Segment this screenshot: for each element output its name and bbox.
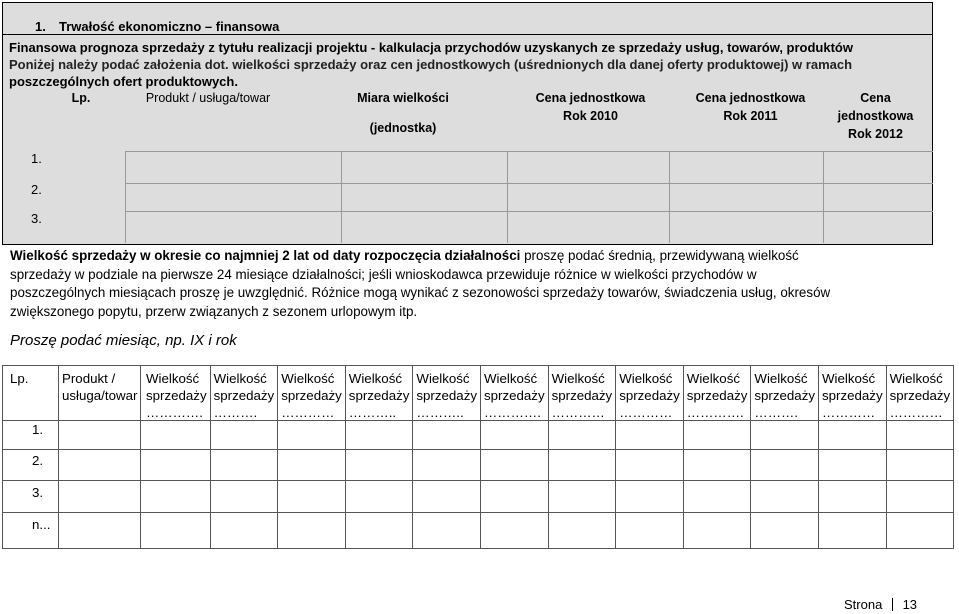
sales-col-header-4-l3: ……….. <box>348 405 397 420</box>
header-product: Produkt / usługa/towar <box>145 91 271 105</box>
grid-line <box>341 151 342 243</box>
header-price-2012-line1: Cena <box>860 91 891 105</box>
footer-page-number: 13 <box>902 597 918 612</box>
price-row-label-1: 1. <box>31 151 42 166</box>
sales-col-header-8-l1: Wielkość <box>619 371 673 386</box>
sales-header-product-line1: Produkt / <box>62 371 116 386</box>
para-bold-part: Wielkość sprzedaży w okresie co najmniej 2 lat od daty rozpoczęcia działalności <box>10 248 521 263</box>
sales-col-header-5 <box>416 370 482 421</box>
header-price-2011-line2: Rok 2011 <box>723 109 778 123</box>
grid-line <box>345 365 346 548</box>
grid-line <box>615 365 616 548</box>
section-title-bar <box>2 2 933 35</box>
grid-line <box>683 365 684 548</box>
footer-label: Strona <box>844 597 883 612</box>
grid-line <box>277 365 278 548</box>
section-number: 1. <box>35 19 46 34</box>
grid-line <box>140 365 141 548</box>
grid-line <box>125 151 126 243</box>
sales-col-header-4-l2: sprzedaży <box>348 388 410 403</box>
page-footer <box>844 597 917 612</box>
intro-line-3: poszczególnych ofert produktowych. <box>9 74 238 89</box>
header-measure-line1: Miara wielkości <box>357 91 449 105</box>
grid-line <box>58 365 59 548</box>
sales-header-product-line2: usługa/towar <box>62 388 138 403</box>
header-price-2012-line3: Rok 2012 <box>848 127 903 141</box>
grid-line <box>669 151 670 243</box>
sales-col-header-2-l3: ………. <box>213 405 258 420</box>
section-intro <box>9 39 927 90</box>
para-line-2: sprzedaży w podziale na pierwsze 24 miesiące działalności; jeśli wnioskodawca przewiduje różnice w wielkości przychodów w <box>10 266 757 282</box>
sales-col-header-11-l3: ………… <box>822 405 876 420</box>
grid-line <box>412 365 413 548</box>
grid-line <box>125 183 933 184</box>
sales-col-header-5-l2: sprzedaży <box>416 388 477 403</box>
sales-header-product <box>62 370 137 404</box>
sales-col-header-2-l1: Wielkość <box>213 371 267 386</box>
grid-line <box>2 512 954 513</box>
sales-col-header-7-l3: ………… <box>551 405 605 420</box>
grid-line <box>886 365 887 548</box>
sales-col-header-3-l1: Wielkość <box>281 371 335 386</box>
grid-line <box>125 211 933 212</box>
sales-col-header-1-l1: Wielkość <box>146 371 200 386</box>
para-line-4: zwiększonego popytu, przerw związanych z sezonem urlopowym itp. <box>10 303 418 319</box>
sales-col-header-6 <box>484 370 550 421</box>
sales-col-header-3-l3: ………… <box>281 405 335 420</box>
sales-col-header-9 <box>687 370 753 421</box>
section-title: Trwałość ekonomiczno – finansowa <box>59 19 280 34</box>
sales-col-header-10-l1: Wielkość <box>754 371 808 386</box>
header-price-2011 <box>683 89 818 125</box>
footer-divider <box>892 598 893 611</box>
sales-col-header-8-l2: sprzedaży <box>619 388 680 403</box>
sales-col-header-2 <box>214 370 280 421</box>
sales-row-label-1: 1. <box>32 422 44 437</box>
intro-line-1: Finansowa prognoza sprzedaży z tytułu realizacji projektu - kalkulacja przychodów uzyskanych ze sprzedaży usług, towarów, produktów <box>9 40 853 55</box>
sales-col-header-1 <box>146 370 212 421</box>
grid-line <box>210 365 211 548</box>
grid-line <box>480 365 481 548</box>
sales-col-header-6-l1: Wielkość <box>484 371 538 386</box>
section-body <box>2 35 933 245</box>
sales-col-header-6-l2: sprzedaży <box>484 388 545 403</box>
header-price-2011-line1: Cena jednostkowa <box>695 91 806 105</box>
header-price-2012 <box>818 89 933 143</box>
sales-header-lp: Lp. <box>10 371 29 386</box>
grid-line <box>2 420 954 421</box>
price-row-label-3: 3. <box>31 211 42 226</box>
para-line-3: poszczególnych miesiącach proszę je uwzględnić. Różnice mogą wynikać z sezonowości sprzedaży towarów, świadczenia usług, okresów <box>10 285 831 300</box>
sales-col-header-8-l3: ………… <box>619 405 673 420</box>
para-line-1 <box>10 247 930 266</box>
sales-col-header-4 <box>349 370 415 421</box>
grid-line <box>823 151 824 243</box>
sales-col-header-12-l1: Wielkość <box>889 371 943 386</box>
header-price-2010-line2: Rok 2010 <box>563 109 618 123</box>
sales-col-header-6-l3: …………. <box>484 405 541 420</box>
grid-line <box>2 365 954 366</box>
header-price-2010 <box>523 89 658 125</box>
sales-col-header-9-l3: …………. <box>686 405 744 420</box>
para-line-1-rest: proszę podać średnią, przewidywaną wielkość <box>520 248 799 263</box>
grid-line <box>2 449 954 450</box>
sales-col-header-12 <box>890 370 956 421</box>
sales-col-header-1-l2: sprzedaży <box>146 388 207 403</box>
header-price-2010-line1: Cena jednostkowa <box>535 91 646 105</box>
intro-line-2: Poniżej należy podać założenia dot. wielkości sprzedaży oraz cen jednostkowych (uśrednionych dla danej oferty produktowej) w ramach <box>9 57 853 72</box>
grid-line <box>548 365 549 548</box>
header-lp: Lp. <box>71 91 91 105</box>
sales-col-header-7-l1: Wielkość <box>551 371 605 386</box>
price-row-label-2: 2. <box>31 182 42 197</box>
sales-row-label-3: 3. <box>32 485 44 500</box>
sales-col-header-12-l3: ………… <box>889 405 943 420</box>
sales-paragraph <box>10 247 930 321</box>
sales-col-header-11 <box>822 370 888 421</box>
grid-line <box>953 365 954 548</box>
grid-line <box>507 151 508 243</box>
sales-col-header-11-l1: Wielkość <box>822 371 876 386</box>
sales-col-header-7-l2: sprzedaży <box>551 388 613 403</box>
header-measure <box>343 89 463 137</box>
grid-line <box>2 480 954 481</box>
grid-line <box>750 365 751 548</box>
sales-col-header-7 <box>552 370 618 421</box>
sales-col-header-10 <box>754 370 820 421</box>
header-measure-line2: (jednostka) <box>369 121 437 135</box>
section-frame <box>2 2 933 245</box>
sales-col-header-5-l3: ……….. <box>416 405 464 420</box>
grid-line <box>2 548 954 549</box>
sales-col-header-5-l1: Wielkość <box>416 371 470 386</box>
sales-col-header-12-l2: sprzedaży <box>889 388 951 403</box>
sales-col-header-3-l2: sprzedaży <box>281 388 342 403</box>
grid-line <box>2 365 3 548</box>
sales-col-header-4-l1: Wielkość <box>348 371 402 386</box>
sales-col-header-8 <box>619 370 685 421</box>
sales-col-header-10-l2: sprzedaży <box>754 388 815 403</box>
sales-col-header-2-l2: sprzedaży <box>213 388 275 403</box>
grid-line <box>125 151 933 152</box>
sales-col-header-11-l2: sprzedaży <box>822 388 883 403</box>
sales-col-header-10-l3: ………. <box>754 405 798 420</box>
month-note: Proszę podać miesiąc, np. IX i rok <box>10 332 237 349</box>
sales-col-header-9-l2: sprzedaży <box>686 388 748 403</box>
sales-col-header-3 <box>281 370 347 421</box>
sales-row-label-4: n... <box>32 517 51 532</box>
sales-col-header-9-l1: Wielkość <box>686 371 740 386</box>
sales-row-label-2: 2. <box>32 453 44 468</box>
grid-line <box>818 365 819 548</box>
sales-col-header-1-l3: …………. <box>146 405 203 420</box>
header-price-2012-line2: jednostkowa <box>837 109 914 123</box>
